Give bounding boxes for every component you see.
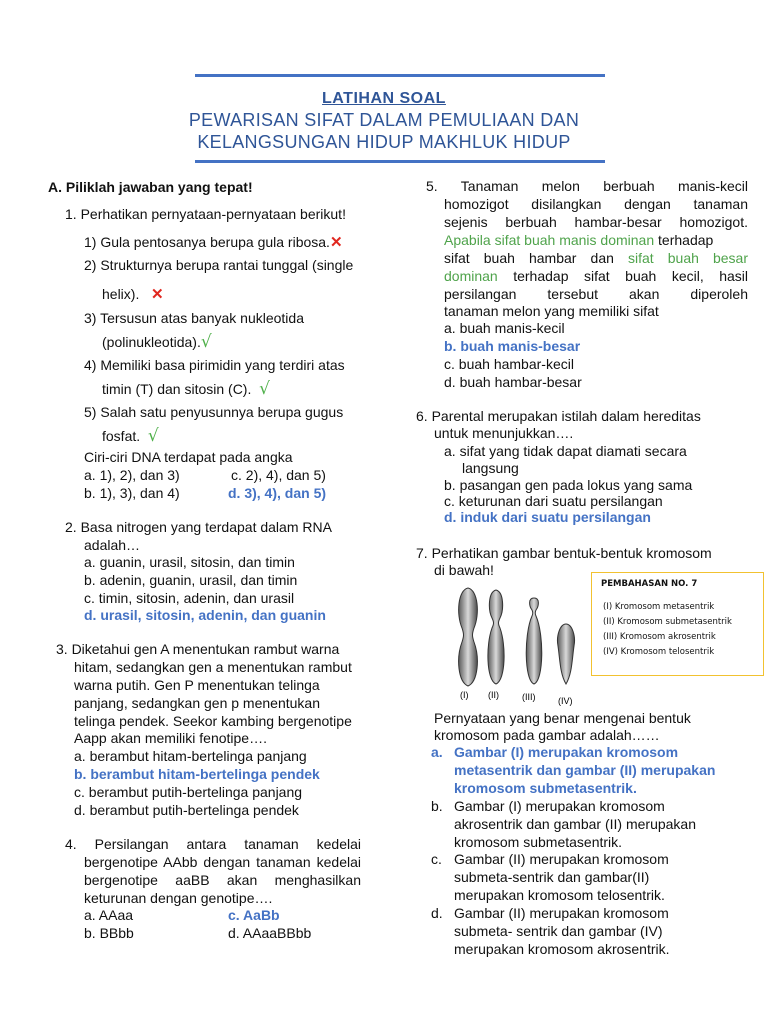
- q7-line-1: 7. Perhatikan gambar bentuk-bentuk kromosom: [416, 545, 712, 561]
- discussion-item: (IV) Kromosom telosentrik: [603, 647, 715, 657]
- q7-option-c-3: merupakan kromosom telosentrik.: [454, 887, 665, 903]
- q5-option-b-answer: b. buah manis-besar: [444, 338, 581, 354]
- q4-option-c-answer: c. AaBb: [228, 907, 280, 923]
- q7-option-d-3: merupakan kromosom akrosentrik.: [454, 941, 670, 957]
- q3-option-d: d. berambut putih-bertelinga pendek: [74, 802, 299, 818]
- q5-line-2: homozigot disilangkan dengan tanaman: [444, 196, 748, 212]
- page-title: LATIHAN SOAL: [322, 90, 446, 107]
- q4-option-d: d. AAaaBBbb: [228, 925, 312, 941]
- q6-line-2: untuk menunjukkan….: [434, 425, 574, 441]
- subtitle-line1: PEWARISAN SIFAT DALAM PEMULIAAN DAN: [188, 110, 580, 130]
- discussion-box: [591, 572, 764, 676]
- q7-option-a-3: kromosom submetasentrik.: [454, 780, 637, 796]
- q5-line-5: sifat buah hambar dan sifat buah besar: [444, 250, 749, 266]
- subtitle-line2: KELANGSUNGAN HIDUP MAKHLUK HIDUP: [197, 132, 571, 152]
- q5-line-4: Apabila sifat buah manis dominan terhadap: [444, 232, 714, 248]
- q3-line-2: hitam, sedangkan gen a menentukan rambut: [74, 659, 352, 675]
- q7-prompt-1: Pernyataan yang benar mengenai bentuk: [434, 710, 691, 726]
- q5-line-3: sejenis berbuah hambar-besar homozigot.: [444, 214, 748, 230]
- q5-line-6: dominan terhadap sifat buah kecil, hasil: [444, 268, 749, 284]
- fig-label-iii: (III): [522, 692, 536, 702]
- q4-line-3: bergenotipe aaBB akan menghasilkan: [84, 872, 361, 888]
- fig-label-i: (I): [460, 690, 469, 700]
- q1-statement-1: 1) Gula pentosanya berupa gula ribosa.✕: [84, 234, 343, 251]
- q7-option-d-1: Gambar (II) merupakan kromosom: [454, 905, 669, 921]
- q7-option-b-2: akrosentrik dan gambar (II) merupakan: [454, 816, 696, 832]
- q7-option-d-label: d.: [431, 905, 443, 921]
- q5-line-7: persilangan tersebut akan diperoleh: [444, 286, 748, 302]
- discussion-item: (I) Kromosom metasentrik: [603, 602, 715, 612]
- q7-option-c-1: Gambar (II) merupakan kromosom: [454, 851, 669, 867]
- q1-statement-3a: 3) Tersusun atas banyak nukleotida: [84, 310, 304, 326]
- q6-option-b: b. pasangan gen pada lokus yang sama: [444, 477, 693, 493]
- q2-option-d-answer: d. urasil, sitosin, adenin, dan guanin: [84, 607, 326, 623]
- top-rule: [195, 74, 605, 77]
- q1-statement-2b: helix). ✕: [102, 286, 164, 303]
- q1-option-b: b. 1), 3), dan 4): [84, 485, 180, 501]
- q7-option-b-3: kromosom submetasentrik.: [454, 834, 623, 850]
- section-heading: A. Piliklah jawaban yang tepat!: [48, 179, 253, 195]
- discussion-item: (III) Kromosom akrosentrik: [603, 632, 716, 642]
- q7-option-a-2: metasentrik dan gambar (II) merupakan: [454, 762, 716, 778]
- q5-option-c: c. buah hambar-kecil: [444, 356, 574, 372]
- q6-option-c: c. keturunan dari suatu persilangan: [444, 493, 663, 509]
- q4-line-2: bergenotipe AAbb dengan tanaman kedelai: [84, 854, 361, 870]
- q3-line-3: warna putih. Gen P menentukan telinga: [74, 677, 320, 693]
- q3-line-5: telinga pendek. Seekor kambing bergenotipe: [74, 713, 352, 729]
- q6-option-a-1: a. sifat yang tidak dapat diamati secara: [444, 443, 687, 459]
- q7-option-a-1: Gambar (I) merupakan kromosom: [454, 744, 679, 760]
- q1-statement-4b: timin (T) dan sitosin (C). √: [102, 379, 270, 399]
- q7-option-c-label: c.: [431, 851, 442, 867]
- q7-line-2: di bawah!: [434, 562, 494, 578]
- q4-option-a: a. AAaa: [84, 907, 134, 923]
- q2-option-c: c. timin, sitosin, adenin, dan urasil: [84, 590, 295, 606]
- q1-stem: 1. Perhatikan pernyataan-pernyataan berikut!: [65, 206, 346, 222]
- chromosome-figure: [440, 584, 590, 706]
- wrong-mark-icon: ✕: [329, 234, 343, 251]
- q1-option-a: a. 1), 2), dan 3): [84, 467, 180, 483]
- q7-option-c-2: submeta-sentrik dan gambar(II): [454, 869, 650, 885]
- discussion-title: PEMBAHASAN NO. 7: [601, 579, 698, 589]
- q2-option-a: a. guanin, urasil, sitosin, dan timin: [84, 554, 295, 570]
- q2-option-b: b. adenin, guanin, urasil, dan timin: [84, 572, 298, 588]
- bottom-rule: [195, 160, 605, 163]
- q5-line-8: tanaman melon yang memiliki sifat: [444, 303, 659, 319]
- q2-stem-1: 2. Basa nitrogen yang terdapat dalam RNA: [65, 519, 332, 535]
- q4-option-b: b. BBbb: [84, 925, 134, 941]
- q1-question: Ciri-ciri DNA terdapat pada angka: [84, 449, 293, 465]
- q6-line-1: 6. Parental merupakan istilah dalam hereditas: [416, 408, 701, 424]
- q2-stem-2: adalah…: [84, 537, 141, 553]
- check-mark-icon: √: [200, 332, 212, 352]
- q6-option-a-2: langsung: [462, 460, 519, 476]
- fig-label-ii: (II): [488, 690, 499, 700]
- q3-option-c: c. berambut putih-bertelinga panjang: [74, 784, 303, 800]
- q3-line-6: Aapp akan memiliki fenotipe….: [74, 730, 267, 746]
- fig-label-iv: (IV): [558, 696, 573, 706]
- q7-option-a-label: a.: [431, 744, 443, 760]
- q3-option-a: a. berambut hitam-bertelinga panjang: [74, 748, 307, 764]
- q1-statement-5a: 5) Salah satu penyusunnya berupa gugus: [84, 404, 344, 420]
- q1-option-c: c. 2), 4), dan 5): [231, 467, 326, 483]
- wrong-mark-icon: ✕: [151, 286, 164, 303]
- q3-line-1: 3. Diketahui gen A menentukan rambut warna: [56, 641, 340, 657]
- q5-option-a: a. buah manis-kecil: [444, 320, 565, 336]
- q3-option-b-answer: b. berambut hitam-bertelinga pendek: [74, 766, 320, 782]
- q1-statement-2a: 2) Strukturnya berupa rantai tunggal (single: [84, 257, 354, 273]
- q4-line-1: 4. Persilangan antara tanaman kedelai: [65, 836, 361, 852]
- discussion-item: (II) Kromosom submetasentrik: [603, 617, 732, 627]
- q1-statement-3b: (polinukleotida).√: [102, 332, 212, 352]
- q5-line-1: 5. Tanaman melon berbuah manis-kecil: [426, 178, 748, 194]
- q6-option-d-answer: d. induk dari suatu persilangan: [444, 509, 651, 525]
- q7-option-d-2: submeta- sentrik dan gambar (IV): [454, 923, 663, 939]
- q7-prompt-2: kromosom pada gambar adalah……: [434, 727, 660, 743]
- q4-line-4: keturunan dengan genotipe….: [84, 890, 273, 906]
- q1-statement-4a: 4) Memiliki basa pirimidin yang terdiri atas: [84, 357, 345, 373]
- q1-statement-5b: fosfat. √: [102, 426, 159, 446]
- check-mark-icon: √: [259, 379, 270, 399]
- check-mark-icon: √: [147, 426, 159, 446]
- q7-option-b-1: Gambar (I) merupakan kromosom: [454, 798, 665, 814]
- q5-option-d: d. buah hambar-besar: [444, 374, 582, 390]
- q1-option-d-answer: d. 3), 4), dan 5): [228, 485, 327, 501]
- q3-line-4: panjang, sedangkan gen p menentukan: [74, 695, 320, 711]
- q7-option-b-label: b.: [431, 798, 443, 814]
